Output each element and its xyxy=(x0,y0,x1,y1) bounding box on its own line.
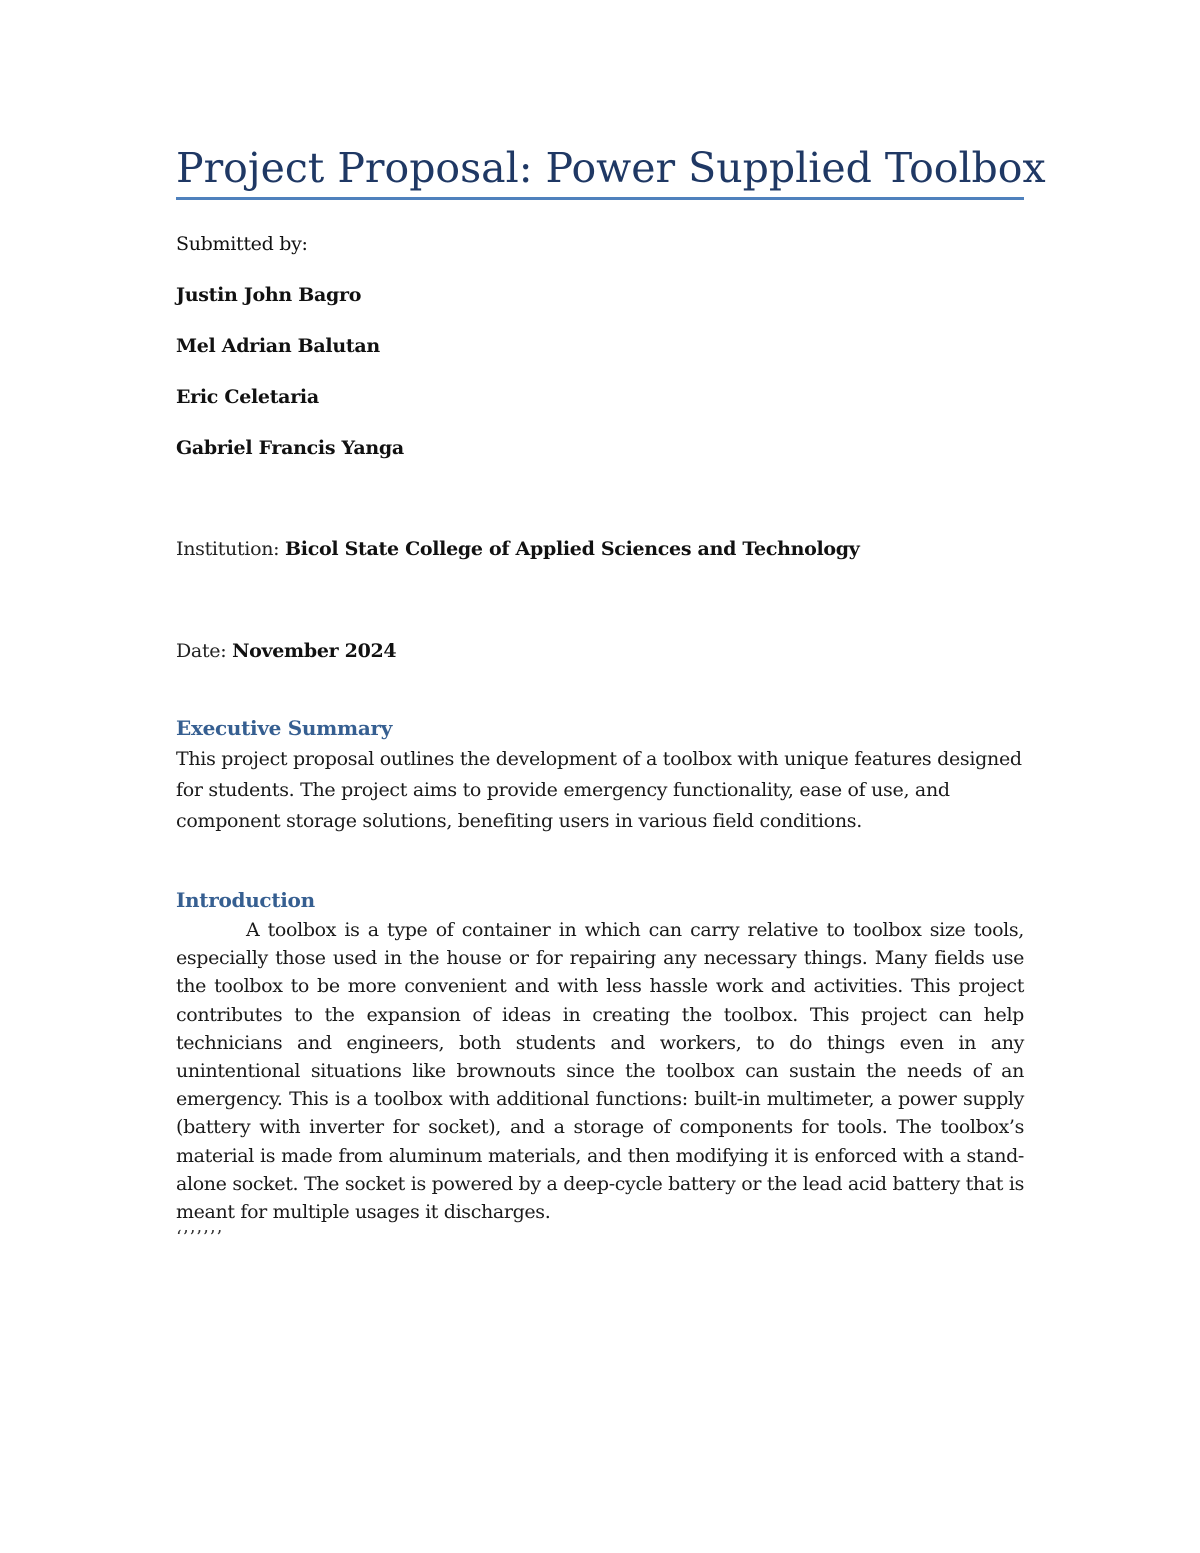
institution-value: Bicol State College of Applied Sciences and Technology xyxy=(285,538,860,560)
institution-line xyxy=(176,536,860,562)
document-title: Project Proposal: Power Supplied Toolbox xyxy=(176,144,1046,192)
introduction-heading: Introduction xyxy=(176,888,315,912)
author-name: Mel Adrian Balutan xyxy=(176,335,380,357)
date-line xyxy=(176,638,396,664)
date-value: November 2024 xyxy=(232,640,397,662)
author-name: Eric Celetaria xyxy=(176,386,319,408)
executive-summary-text: This project proposal outlines the development of a toolbox with unique features designed for students. The project aims to provide emergency functionality, ease of use, and component storage solutions, benefiting users in various field conditions. xyxy=(176,748,1022,832)
author-name: Justin John Bagro xyxy=(176,284,362,306)
institution-label: Institution: xyxy=(176,538,280,560)
introduction-text: A toolbox is a type of container in which can carry relative to toolbox size tools, especially those used in the house or for repairing any necessary things. Many fields use the toolbox to be more convenient and with less hassle work and activities. This project contributes to the expansion of ideas in creating the toolbox. This project can help technicians and engineers, both students and workers, to do things even in any unintentional situations like brownouts since the toolbox can sustain the needs of an emergency. This is a toolbox with additional functions: built-in multimeter, a power supply (battery with inverter for socket), and a storage of components for tools. The toolbox’s material is made from aluminum materials, and then modifying it is enforced with a stand-alone socket. The socket is powered by a deep-cycle battery or the lead acid battery that is meant for multiple usages it discharges. xyxy=(176,919,1024,1224)
author-name: Gabriel Francis Yanga xyxy=(176,437,404,459)
submitted-by-label: Submitted by: xyxy=(176,233,308,255)
stray-quote-marks: ‘’’’’’’ xyxy=(176,1227,224,1248)
date-label: Date: xyxy=(176,640,227,662)
title-underline xyxy=(176,197,1024,200)
executive-summary-heading: Executive Summary xyxy=(176,716,393,740)
